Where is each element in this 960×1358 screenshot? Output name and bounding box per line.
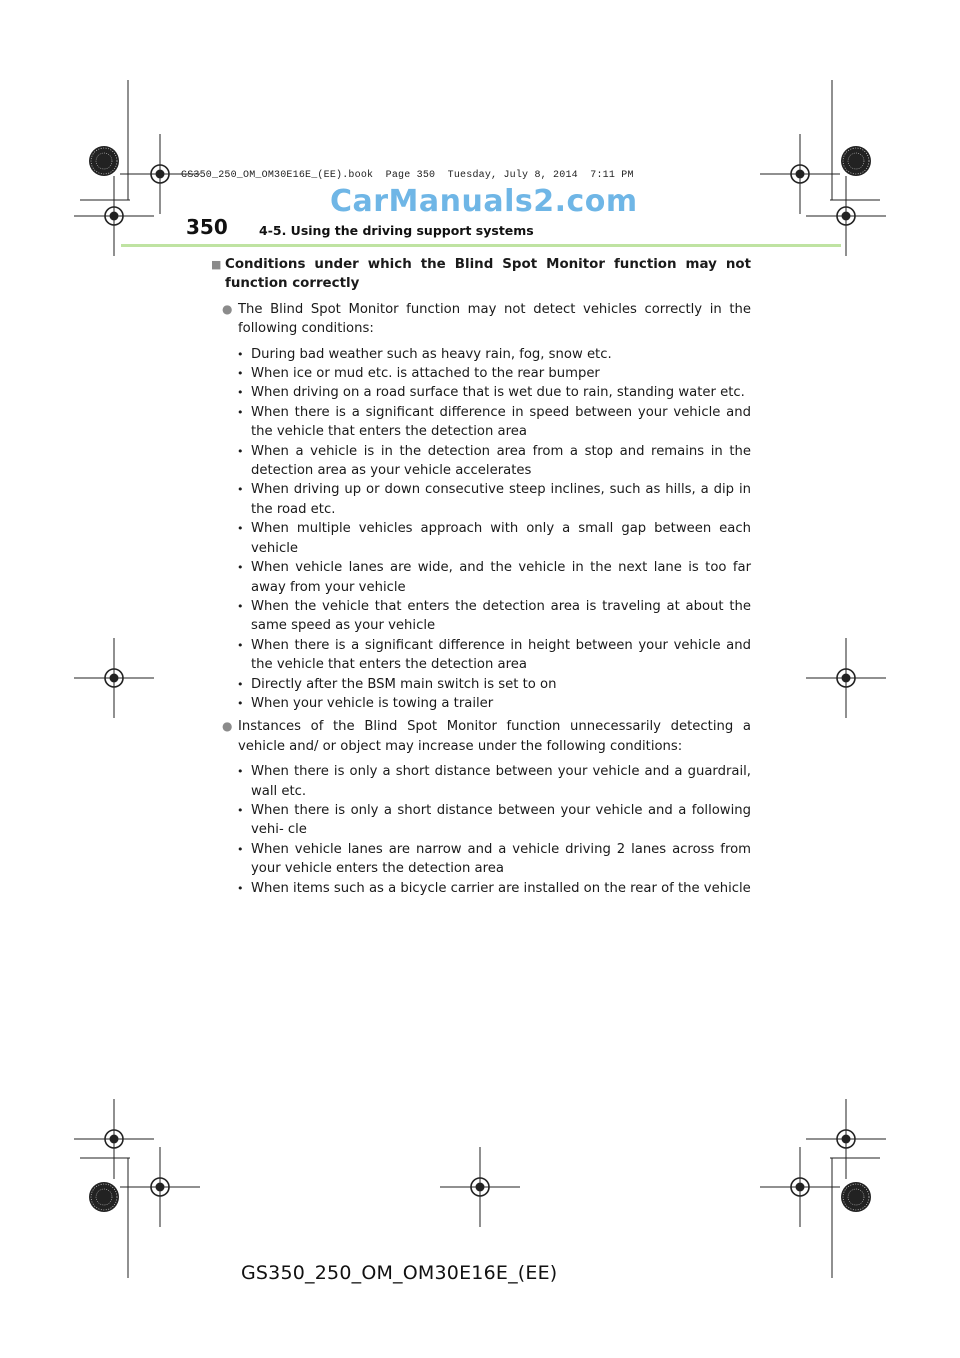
- book-info: GS350_250_OM_OM30E16E_(EE).book Page 350 Tuesday, July 8, 2014 7:11 PM: [181, 170, 634, 181]
- list-item: • When a vehicle is in the detection area from a stop and remains in the detection area as your vehicle accelerates: [251, 442, 751, 481]
- list-item: • When there is a significant difference in speed between your vehicle and the vehicle that enters the detection area: [251, 403, 751, 442]
- list-item: • When driving up or down consecutive steep inclines, such as hills, a dip in the road etc.: [251, 480, 751, 519]
- list-item: • When there is a significant difference in height between your vehicle and the vehicle that enters the detection area: [251, 636, 751, 675]
- list-item: • When the vehicle that enters the detection area is traveling at about the same speed as your vehicle: [251, 597, 751, 636]
- group-intro-text: Instances of the Blind Spot Monitor function unnecessarily detecting a vehicle and/ or object may increase under the following conditions:: [238, 719, 751, 754]
- document-code: GS350_250_OM_OM30E16E_(EE): [241, 1262, 558, 1284]
- group-intro: [211, 717, 751, 756]
- watermark-logo: CarManuals2.com: [330, 184, 638, 219]
- list-item: • When there is only a short distance between your vehicle and a following vehi- cle: [251, 801, 751, 840]
- list-item: • When vehicle lanes are narrow and a vehicle driving 2 lanes across from your vehicle enters the detection area: [251, 840, 751, 879]
- page-number: 350: [186, 215, 228, 239]
- condition-list: [211, 345, 751, 714]
- condition-list: [211, 762, 751, 898]
- list-item: • When vehicle lanes are wide, and the vehicle in the next lane is too far away from your vehicle: [251, 558, 751, 597]
- list-item: • When there is only a short distance between your vehicle and a guardrail, wall etc.: [251, 762, 751, 801]
- list-item: • Directly after the BSM main switch is set to on: [251, 675, 751, 694]
- section-title: 4-5. Using the driving support systems: [259, 223, 534, 238]
- circle-bullet-icon: ●: [222, 301, 233, 316]
- circle-bullet-icon: ●: [222, 719, 233, 734]
- subsection-heading: [211, 255, 751, 294]
- condition-group-2: [211, 717, 751, 898]
- subsection-heading-text: Conditions under which the Blind Spot Monitor function may not function correctly: [225, 257, 751, 292]
- list-item: • When your vehicle is towing a trailer: [251, 694, 751, 713]
- group-intro-text: The Blind Spot Monitor function may not detect vehicles correctly in the following conditions:: [238, 301, 751, 337]
- condition-group-1: [211, 300, 751, 714]
- main-content: [211, 255, 751, 902]
- group-intro: [211, 300, 751, 339]
- list-item: • When ice or mud etc. is attached to the rear bumper: [251, 364, 751, 383]
- square-bullet-icon: ■: [211, 258, 222, 271]
- header-rule: [121, 244, 841, 247]
- list-item: • During bad weather such as heavy rain, fog, snow etc.: [251, 345, 751, 364]
- list-item: • When driving on a road surface that is wet due to rain, standing water etc.: [251, 383, 751, 402]
- list-item: • When items such as a bicycle carrier are installed on the rear of the vehicle: [251, 879, 751, 898]
- list-item: • When multiple vehicles approach with only a small gap between each vehicle: [251, 519, 751, 558]
